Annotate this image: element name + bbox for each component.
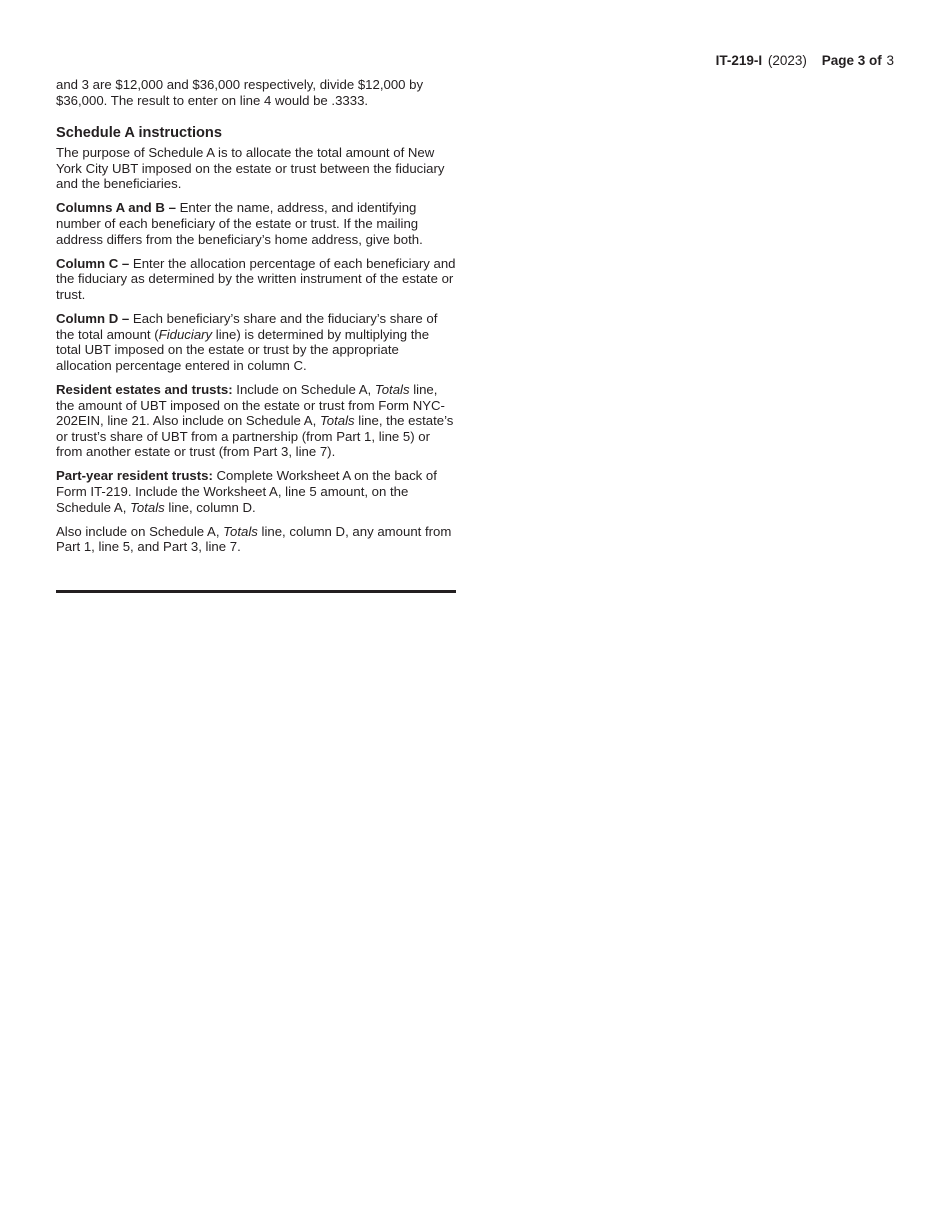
- also-text: Also include on Schedule A,: [56, 523, 224, 539]
- page-header: [716, 53, 894, 69]
- column-c-text: Enter the allocation percentage of each beneficiary and the fiduciary as determined by the written instrument of the estate or trust.: [56, 255, 456, 302]
- column-c-paragraph: [56, 256, 456, 303]
- columns-a-b-label: Columns A and B –: [56, 200, 176, 216]
- column-d-italic: Fiduciary: [158, 326, 213, 342]
- columns-a-b-paragraph: [56, 200, 456, 247]
- column-d-text: Each beneficiary’s share and the fiduciary’s share of the total amount (: [56, 311, 438, 342]
- part-year-text: Complete Worksheet A on the back of Form IT-219. Include the Worksheet A, line 5 amount, on the Schedule A,: [56, 468, 437, 515]
- intro-paragraph: The purpose of Schedule A is to allocate the total amount of New York City UBT imposed on the estate or trust between the fiduciary and the beneficiaries.: [56, 145, 445, 192]
- resident-text: Include on Schedule A,: [232, 381, 375, 397]
- form-year: (2023): [767, 53, 807, 68]
- resident-italic-2: Totals: [319, 413, 355, 429]
- part-year-label: Part-year resident trusts:: [56, 468, 213, 484]
- part-year-paragraph: [56, 468, 456, 515]
- column-d-paragraph: [56, 311, 456, 373]
- part-year-italic: Totals: [130, 499, 165, 515]
- also-italic: Totals: [223, 523, 258, 539]
- section-divider: [56, 590, 456, 593]
- column-d-label: Column D –: [56, 311, 130, 327]
- instructions-column: [56, 77, 456, 563]
- form-id: IT-219-I: [715, 53, 763, 68]
- column-c-label: Column C –: [56, 255, 130, 271]
- resident-text-3: line, the estate’s or trust’s share of UBT from a partnership (from Part 1, line 5) or from another estate or trust (from Part 3, line 7).: [56, 413, 454, 460]
- part-year-text-2: line, column D.: [164, 499, 256, 515]
- also-text-2: line, column D, any amount from Part 1, line 5, and Part 3, line 7.: [56, 523, 452, 555]
- columns-a-b-text: Enter the name, address, and identifying number of each beneficiary of the estate or trust. If the mailing address differs from the beneficiary’s home address, give both.: [56, 200, 423, 247]
- resident-label: Resident estates and trusts:: [56, 381, 233, 397]
- resident-italic: Totals: [374, 381, 410, 397]
- resident-text-2: line, the amount of UBT imposed on the estate or trust from Form NYC-202EIN, line 21. Also include on Schedule A,: [56, 381, 445, 429]
- also-include-paragraph: [56, 524, 456, 555]
- page-number-label: Page 3 of: [821, 53, 882, 68]
- section-heading: Schedule A instructions: [56, 125, 222, 142]
- page-total: 3: [886, 53, 894, 68]
- resident-paragraph: [56, 382, 456, 460]
- column-d-text-2: line) is determined by multiplying the total UBT imposed on the estate or trust by the appropriate allocation percentage entered in column C.: [56, 326, 430, 373]
- continuation-paragraph: and 3 are $12,000 and $36,000 respectively, divide $12,000 by $36,000. The result to enter on line 4 would be .3333.: [56, 77, 424, 108]
